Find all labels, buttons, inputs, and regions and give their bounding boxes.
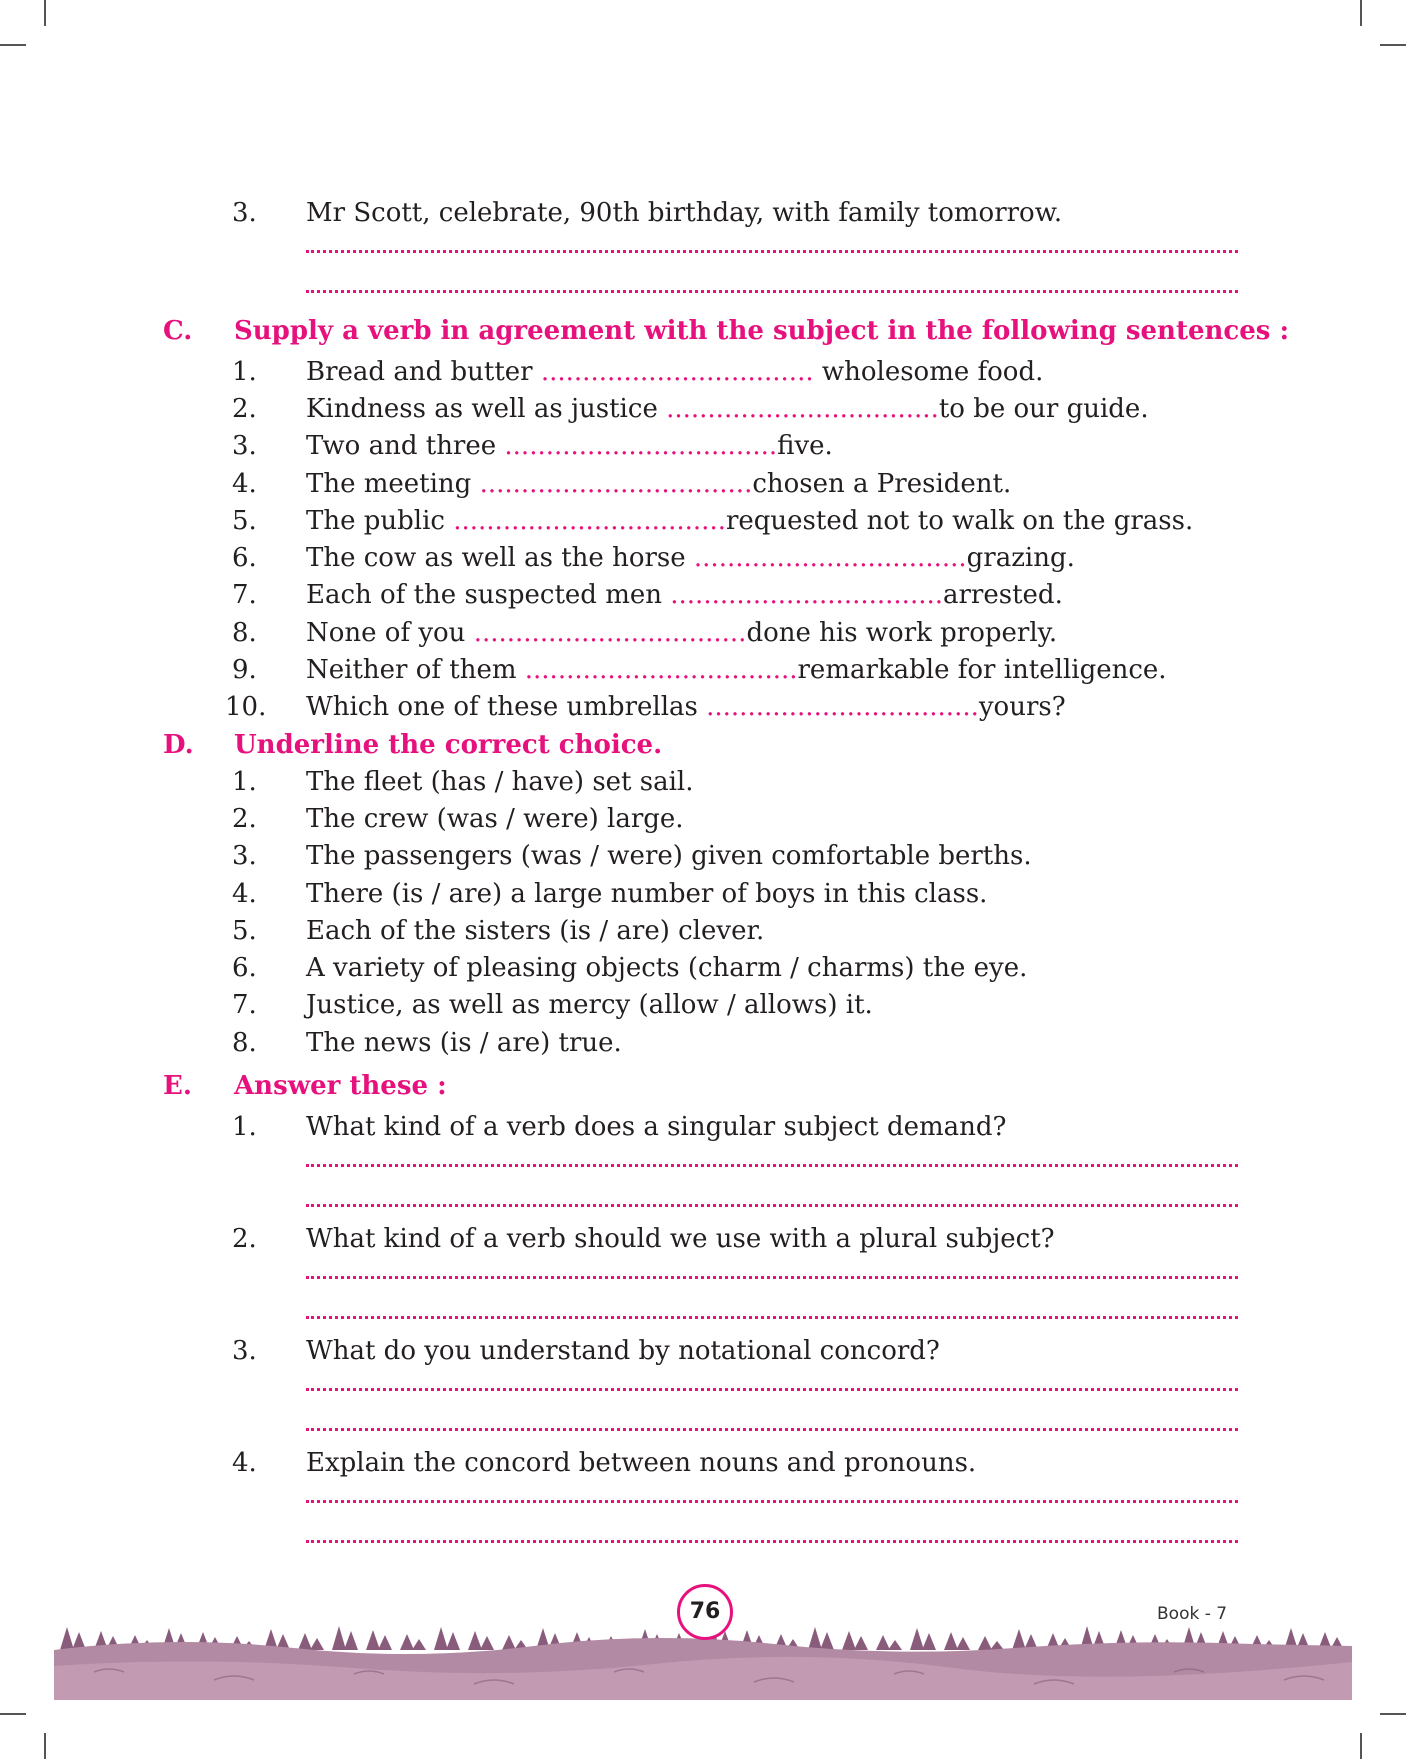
item-text: five. <box>777 431 833 461</box>
fill-in-item <box>306 579 1063 611</box>
crop-mark <box>1380 1713 1406 1715</box>
tree-silhouette <box>990 1641 1004 1650</box>
crop-mark <box>1360 1733 1362 1759</box>
item-text: arrested. <box>943 580 1063 610</box>
item-number: 8. <box>232 618 257 648</box>
item-number: 5. <box>232 916 257 946</box>
item-text: yours? <box>978 692 1066 722</box>
answer-line[interactable] <box>306 1388 1238 1391</box>
tree-silhouette <box>332 1626 346 1650</box>
tree-silhouette <box>60 1627 74 1650</box>
tree-silhouette <box>1012 1629 1026 1650</box>
tree-silhouette <box>378 1635 392 1650</box>
question-text: What do you understand by notational concord? <box>306 1336 940 1366</box>
fill-in-item <box>306 542 1075 574</box>
tree-silhouette <box>468 1631 482 1650</box>
item-text: remarkable for intelligence. <box>797 655 1167 685</box>
item-number: 3. <box>232 841 257 871</box>
answer-line[interactable] <box>306 1540 1238 1543</box>
tree-silhouette <box>978 1636 992 1650</box>
tree-silhouette <box>910 1628 924 1650</box>
item-number: 6. <box>232 543 257 573</box>
tree-silhouette <box>956 1637 970 1650</box>
item-text: grazing. <box>966 543 1075 573</box>
item-number: 1. <box>232 1112 257 1142</box>
answer-line[interactable] <box>306 1428 1238 1431</box>
item-number: 5. <box>232 506 257 536</box>
fill-in-item <box>306 691 1066 723</box>
page-number: 76 <box>677 1584 733 1640</box>
choice-item[interactable]: A variety of pleasing objects (charm / charms) the eye. <box>306 953 1028 983</box>
answer-line[interactable] <box>306 1500 1238 1503</box>
blank[interactable]: ................................. <box>479 469 753 499</box>
question-text: Mr Scott, celebrate, 90th birthday, with family tomorrow. <box>306 198 1063 228</box>
item-number: 1. <box>232 357 257 387</box>
question-text: Explain the concord between nouns and pronouns. <box>306 1448 977 1478</box>
item-number: 4. <box>232 469 257 499</box>
section-title: Underline the correct choice. <box>234 730 663 760</box>
blank[interactable]: ................................. <box>706 692 979 722</box>
item-text: The public <box>306 506 454 536</box>
tree-silhouette <box>446 1632 460 1650</box>
tree-silhouette <box>366 1630 380 1650</box>
section-title: Answer these : <box>234 1071 447 1101</box>
answer-line[interactable] <box>306 1204 1238 1207</box>
tree-silhouette <box>876 1635 890 1650</box>
crop-mark <box>0 44 26 46</box>
item-number: 4. <box>232 1448 257 1478</box>
item-text: Two and three <box>306 431 505 461</box>
item-number: 9. <box>232 655 257 685</box>
question-text: What kind of a verb should we use with a plural subject? <box>306 1224 1055 1254</box>
fill-in-item <box>306 654 1167 686</box>
section-title: Supply a verb in agreement with the subject in the following sentences : <box>234 316 1290 346</box>
item-number: 3. <box>232 1336 257 1366</box>
item-text: Which one of these umbrellas <box>306 692 707 722</box>
crop-mark <box>44 1733 46 1759</box>
choice-item[interactable]: The news (is / are) true. <box>306 1028 622 1058</box>
choice-item[interactable]: Justice, as well as mercy (allow / allows) it. <box>306 990 873 1020</box>
blank[interactable]: ................................. <box>670 580 943 610</box>
tree-silhouette <box>808 1627 822 1650</box>
tree-silhouette <box>922 1633 936 1650</box>
tree-silhouette <box>434 1627 448 1650</box>
fill-in-item <box>306 430 833 462</box>
book-label: Book - 7 <box>1157 1604 1228 1624</box>
item-text: to be our guide. <box>938 394 1149 424</box>
answer-line[interactable] <box>306 1164 1238 1167</box>
choice-item[interactable]: There (is / are) a large number of boys in this class. <box>306 879 988 909</box>
choice-item[interactable]: The fleet (has / have) set sail. <box>306 767 694 797</box>
item-text: Bread and butter <box>306 357 541 387</box>
answer-line[interactable] <box>306 1316 1238 1319</box>
tree-silhouette <box>310 1638 324 1650</box>
tree-silhouette <box>480 1636 494 1650</box>
crop-mark <box>44 0 46 26</box>
section-letter: C. <box>163 316 193 346</box>
item-text: Each of the suspected men <box>306 580 671 610</box>
tree-silhouette <box>888 1640 902 1650</box>
item-number: 2. <box>232 394 257 424</box>
tree-silhouette <box>944 1632 958 1650</box>
blank[interactable]: ................................. <box>540 357 814 387</box>
item-text: wholesome food. <box>813 357 1044 387</box>
crop-mark <box>0 1713 26 1715</box>
item-text: chosen a President. <box>752 469 1012 499</box>
item-number: 10. <box>225 692 267 722</box>
item-text: The cow as well as the horse <box>306 543 694 573</box>
tree-silhouette <box>854 1636 868 1650</box>
item-number: 8. <box>232 1028 257 1058</box>
blank[interactable]: ................................. <box>504 431 778 461</box>
item-number: 6. <box>232 953 257 983</box>
item-number: 7. <box>232 990 257 1020</box>
answer-line[interactable] <box>306 250 1238 253</box>
tree-silhouette <box>502 1635 516 1650</box>
item-number: 4. <box>232 879 257 909</box>
item-text: None of you <box>306 618 474 648</box>
fill-in-item <box>306 393 1149 425</box>
tree-silhouette <box>344 1631 358 1650</box>
section-letter: D. <box>163 730 194 760</box>
tree-silhouette <box>412 1639 426 1650</box>
fill-in-item <box>306 356 1043 388</box>
choice-item[interactable]: The crew (was / were) large. <box>306 804 684 834</box>
blank[interactable]: ................................. <box>524 655 798 685</box>
tree-silhouette <box>298 1633 312 1650</box>
item-number: 2. <box>232 804 257 834</box>
item-number: 1. <box>232 767 257 797</box>
question-text: What kind of a verb does a singular subject demand? <box>306 1112 1007 1142</box>
blank[interactable]: ................................. <box>693 543 967 573</box>
blank[interactable]: ................................. <box>473 618 747 648</box>
crop-mark <box>1380 44 1406 46</box>
choice-item[interactable]: The passengers (was / were) given comfortable berths. <box>306 841 1032 871</box>
blank[interactable]: ................................. <box>666 394 939 424</box>
section-letter: E. <box>163 1071 192 1101</box>
item-text: requested not to walk on the grass. <box>725 506 1194 536</box>
item-number: 7. <box>232 580 257 610</box>
blank[interactable]: ................................. <box>453 506 726 536</box>
fill-in-item <box>306 505 1193 537</box>
item-number: 3. <box>232 431 257 461</box>
answer-line[interactable] <box>306 1276 1238 1279</box>
answer-line[interactable] <box>306 290 1238 293</box>
choice-item[interactable]: Each of the sisters (is / are) clever. <box>306 916 765 946</box>
crop-mark <box>1360 0 1362 26</box>
fill-in-item <box>306 617 1057 649</box>
item-text: Kindness as well as justice <box>306 394 667 424</box>
fill-in-item <box>306 468 1011 500</box>
question-number: 3. <box>232 198 257 228</box>
item-text: The meeting <box>306 469 480 499</box>
tree-silhouette <box>820 1632 834 1650</box>
item-text: Neither of them <box>306 655 525 685</box>
item-number: 2. <box>232 1224 257 1254</box>
tree-silhouette <box>842 1631 856 1650</box>
item-text: done his work properly. <box>746 618 1058 648</box>
tree-silhouette <box>400 1634 414 1650</box>
